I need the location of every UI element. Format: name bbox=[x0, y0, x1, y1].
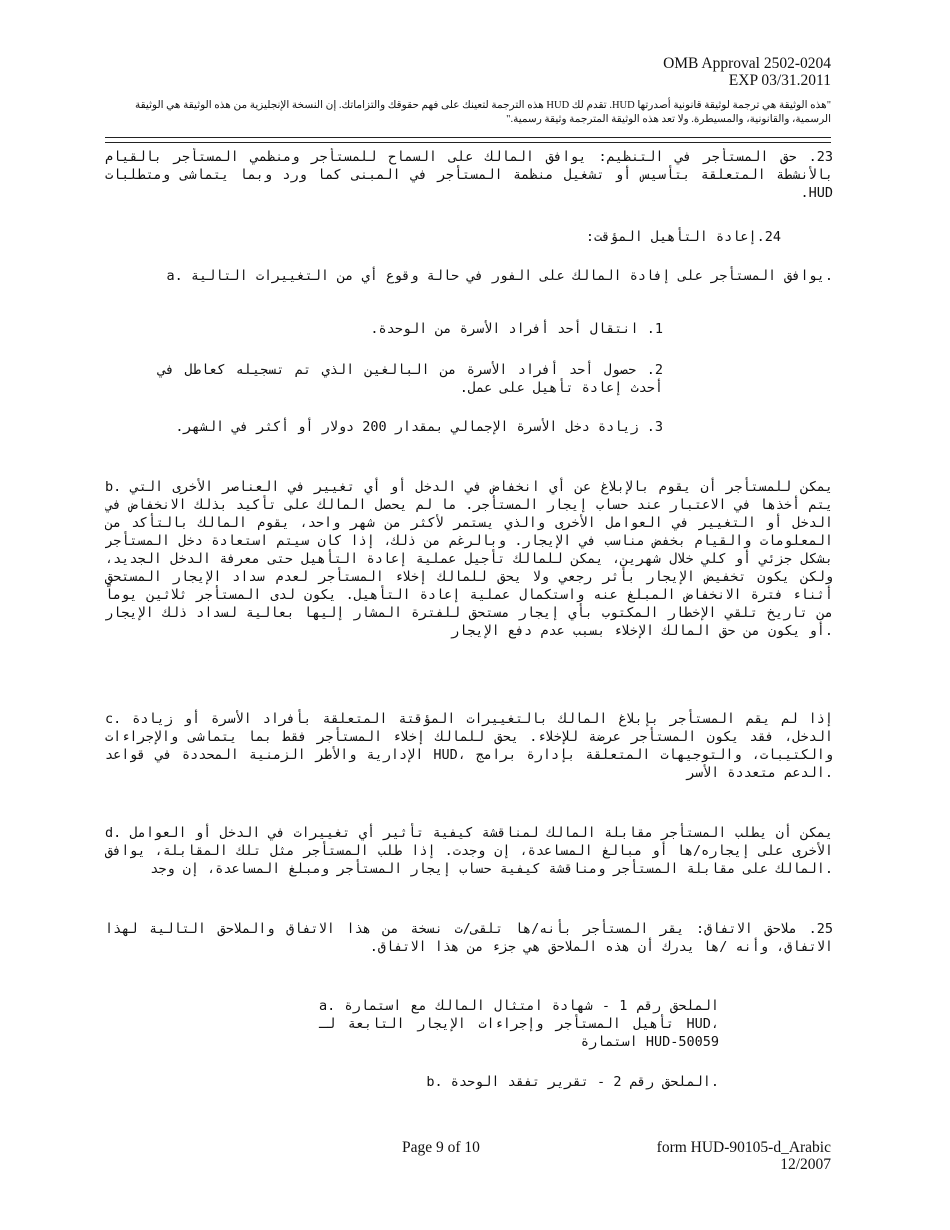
section-25b-attachment-2: b. الملحق رقم 2 - تقرير تفقد الوحدة. bbox=[426, 1074, 719, 1090]
section-24c: c. إذا لم يقم المستأجر بإبلاغ المالك بالتغييرات المؤقتة المتعلقة بأفراد الأسرة أو زيادة الدخل، فقد يكون المستأجر عرضة للإخلاء. يحق للمالك إخلاء المستأجر فقط بما يتماشى والإجراءات الإدارية والأطر الزمنية المحددة في قواعد HUD، والكتيبات، والتوجيهات المتعلقة بإدارة برامج الدعم متعددة الأسر. bbox=[105, 711, 833, 781]
omb-expiration-date: EXP 03/31.2011 bbox=[728, 72, 831, 89]
section-24b: b. يمكن للمستأجر أن يقوم بالإبلاغ عن أي انخفاض في الدخل أو أي تغيير في العناصر الأخرى التي يتم أخذها في الاعتبار عند حساب إيجار المستأجر. ما لم يحصل المالك على تأكيد بذلك الانخفاض في الدخل أو التغيير في العوامل الأخرى والذي يستمر لأكثر من شهر واحد، يقوم المالك بالتأكد من المعلومات والقيام بخفض مناسب في الإيجار. وبالرغم من ذلك، إذا كان سيتم استعادة دخل المستأجر بشكل جزئي أو كلي خلال شهرين، يمكن للمالك تأجيل عملية إعادة التأهيل حتى معرفة الدخل الجديد، ولكن يكون تخفيض الإيجار بأثر رجعي ولا يحق للمالك إخلاء المستأجر لعدم سداد الإيجار المستحق أثناء فترة الانخفاض المبلغ عنه واستكمال عملية إعادة التأهيل. يكون لدى المستأجر ثلاثين يوماً من تاريخ تلقي الإخطار المكتوب بأي إيجار مستحق للفترة المشار إليها بعالية لسداد ذلك الإيجار أو يكون من حق المالك الإخلاء بسبب عدم دفع الإيجار. bbox=[105, 479, 833, 639]
translation-disclaimer: "هذه الوثيقة هي ترجمة لوثيقة قانونية أصدرتها HUD. تقدم لك HUD هذه الترجمة لتعينك على فهم حقوقك والتزاماتك. إن النسخة الإنجليزية من هذه الوثيقة هي الوثيقة الرسمية، والقانونية، والمسيطرة. ولا تعد هذه الوثيقة المترجمة وثيقة رسمية." bbox=[134, 100, 831, 125]
omb-approval-number: OMB Approval 2502-0204 bbox=[663, 55, 831, 72]
page-number: Page 9 of 10 bbox=[402, 1139, 480, 1156]
section-23-tenant-organization: 23. حق المستأجر في التنظيم: يوافق المالك على السماح للمستأجر ومنظمي المستأجر بالقيام بالأنشطة المتعلقة بتأسيس أو تشغيل منظمة المستأجر في المبنى كما ورد وبما يتماشى ومتطلبات HUD. bbox=[105, 149, 833, 201]
form-date: 12/2007 bbox=[780, 1156, 831, 1173]
section-24a: a. يوافق المستأجر على إفادة المالك على الفور في حالة وقوع أي من التغييرات التالية. bbox=[166, 268, 833, 284]
section-25a-attachment-1: a. الملحق رقم 1 - شهادة امتثال المالك مع استمارة تأهيل المستأجر وإجراءات الإيجار التابعة لـ HUD، استمارة HUD-50059 bbox=[319, 998, 719, 1050]
section-24a-item-3: 3. زيادة دخل الأسرة الإجمالي بمقدار 200 دولار أو أكثر في الشهر. bbox=[175, 419, 663, 435]
form-number: form HUD-90105-d_Arabic bbox=[656, 1139, 831, 1156]
omb-approval-block bbox=[663, 55, 831, 89]
document-body bbox=[105, 148, 833, 1103]
header-divider-top bbox=[105, 137, 831, 138]
section-24a-item-1: 1. انتقال أحد أفراد الأسرة من الوحدة. bbox=[370, 321, 663, 337]
section-24-heading: 24.إعادة التأهيل المؤقت: bbox=[585, 229, 781, 245]
section-24d: d. يمكن أن يطلب المستأجر مقابلة المالك لمناقشة كيفية تأثير أي تغييرات في الدخل أو العوامل الأخرى على إيجاره/ها أو مبالغ المساعدة، إن وجدت. إذا طلب المستأجر مثل تلك المقابلة، يوافق المالك على مقابلة المستأجر ومناقشة كيفية حساب إيجار المستأجر ومبلغ المساعدة، إن وجد. bbox=[105, 825, 833, 877]
section-25-attachments: 25. ملاحق الاتفاق: يقر المستأجر بأنه/ها تلقى/ت نسخة من هذا الاتفاق والملاحق التالية لهذا الاتفاق، وأنه /ها يدرك أن هذه الملاحق هي جزء من هذا الاتفاق. bbox=[105, 921, 833, 955]
form-identifier bbox=[657, 1139, 831, 1173]
section-24a-item-2: 2. حصول أحد أفراد الأسرة من البالغين الذي تم تسجيله كعاطل في أحدث إعادة تأهيل على عمل. bbox=[158, 362, 663, 396]
header-divider-bottom bbox=[105, 142, 831, 143]
